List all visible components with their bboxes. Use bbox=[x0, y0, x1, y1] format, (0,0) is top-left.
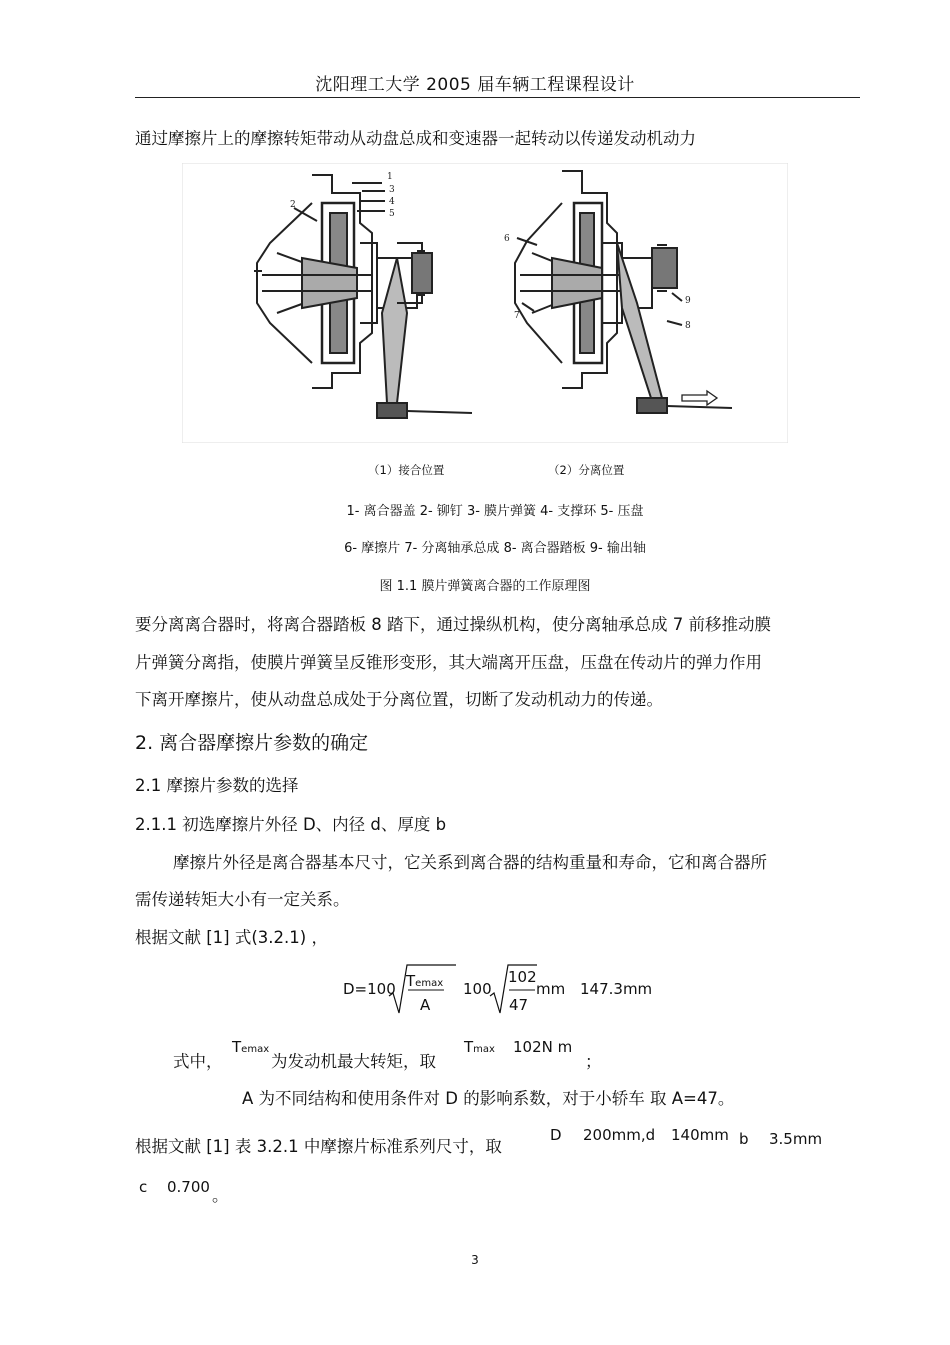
formula-num2: 102 bbox=[508, 968, 537, 986]
where-text: 为发动机最大转矩，取 bbox=[271, 1052, 436, 1071]
subcaption-disengaged: （2）分离位置 bbox=[548, 463, 625, 477]
reference-line: 根据文献 [1] 式(3.2.1) ， bbox=[135, 928, 328, 947]
value-c: 0.700 bbox=[167, 1178, 210, 1196]
page-number: 3 bbox=[471, 1253, 479, 1267]
callout-8: 8 bbox=[685, 321, 691, 331]
figure-legend-2: 6- 摩擦片 7- 分离轴承总成 8- 离合器踏板 9- 输出轴 bbox=[344, 541, 646, 556]
value-b: 3.5mm bbox=[769, 1130, 823, 1148]
callout-3: 3 bbox=[389, 185, 395, 195]
header-rule bbox=[135, 97, 860, 98]
where-symbol-2: Tmax bbox=[464, 1038, 495, 1056]
callout-5: 5 bbox=[389, 209, 395, 219]
intro-line: 通过摩擦片上的摩擦转矩带动从动盘总成和变速器一起转动以传递发动机动力 bbox=[135, 129, 696, 148]
callout-1: 1 bbox=[387, 172, 393, 182]
c-end: 。 bbox=[212, 1186, 229, 1205]
symbol-b: b bbox=[739, 1130, 749, 1148]
para1-line2: 片弹簧分离指，使膜片弹簧呈反锥形变形，其大端离开压盘，压盘在传动片的弹力作用 bbox=[135, 653, 762, 672]
section-2-heading: 2. 离合器摩擦片参数的确定 bbox=[135, 732, 369, 754]
formula-unit: mm bbox=[536, 980, 566, 998]
para1-line3: 下离开摩擦片，使从动盘总成处于分离位置，切断了发动机动力的传递。 bbox=[135, 690, 663, 709]
section-2-1-1-heading: 2.1.1 初选摩擦片外径 D、内径 d、厚度 b bbox=[135, 815, 447, 834]
value-D: 200mm,d bbox=[583, 1126, 656, 1144]
figure-caption: 图 1.1 膜片弹簧离合器的工作原理图 bbox=[379, 579, 591, 594]
value-d: 140mm bbox=[671, 1126, 729, 1144]
figure-legend-1: 1- 离合器盖 2- 铆钉 3- 膜片弹簧 4- 支撑环 5- 压盘 bbox=[346, 504, 644, 519]
symbol-D: D bbox=[550, 1126, 562, 1144]
para2-line2: 需传递转矩大小有一定关系。 bbox=[135, 890, 350, 909]
reference-table-line: 根据文献 [1] 表 3.2.1 中摩擦片标准系列尺寸，取 bbox=[135, 1137, 502, 1156]
callout-9: 9 bbox=[685, 296, 691, 306]
formula-result: 147.3mm bbox=[580, 980, 653, 998]
callout-4: 4 bbox=[389, 197, 395, 207]
formula-den2: 47 bbox=[509, 996, 529, 1014]
para1-line1: 要分离离合器时，将离合器踏板 8 踏下，通过操纵机构，使分离轴承总成 7 前移推动膜 bbox=[135, 615, 771, 634]
formula-block bbox=[0, 960, 950, 1016]
clutch-drawing bbox=[182, 163, 788, 443]
coefficient-line: A 为不同结构和使用条件对 D 的影响系数，对于小轿车 取 A=47。 bbox=[242, 1089, 735, 1108]
page-header: 沈阳理工大学 2005 届车辆工程课程设计 bbox=[315, 75, 635, 95]
callout-6: 6 bbox=[504, 234, 510, 244]
symbol-c: c bbox=[139, 1178, 148, 1196]
section-2-1-heading: 2.1 摩擦片参数的选择 bbox=[135, 776, 299, 795]
formula-den1: A bbox=[420, 996, 431, 1014]
formula-num1: Temax bbox=[406, 972, 444, 990]
formula-lhs: D=100 bbox=[343, 980, 396, 998]
where-prefix: 式中， bbox=[173, 1052, 223, 1071]
para2-line1: 摩擦片外径是离合器基本尺寸，它关系到离合器的结构重量和寿命，它和离合器所 bbox=[173, 853, 767, 872]
formula-mid: 100 bbox=[463, 980, 492, 998]
callout-2: 2 bbox=[290, 200, 296, 210]
subcaption-engaged: （1）接合位置 bbox=[368, 463, 445, 477]
where-end: ； bbox=[585, 1052, 602, 1071]
where-symbol: Temax bbox=[232, 1038, 270, 1056]
clutch-figure bbox=[182, 163, 788, 443]
where-value: 102N m bbox=[513, 1038, 573, 1056]
callout-7: 7 bbox=[514, 311, 520, 321]
